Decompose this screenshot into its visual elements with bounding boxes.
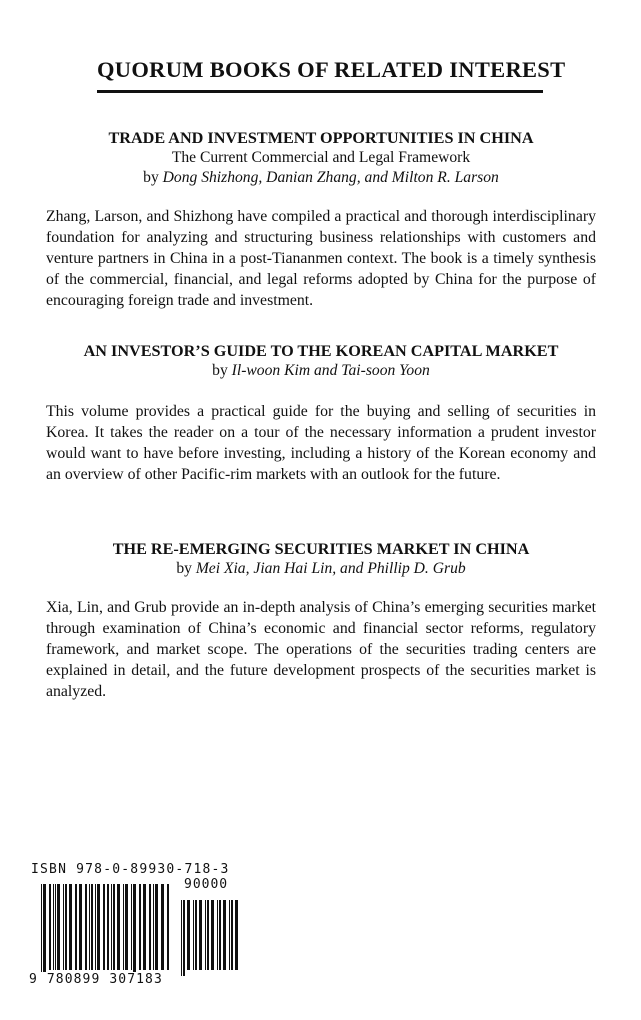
- book-entry: [46, 341, 596, 485]
- barcode-bar: [231, 900, 233, 970]
- book-authors: [46, 559, 596, 579]
- barcode-bar: [181, 900, 182, 976]
- barcode-bar: [75, 884, 77, 970]
- barcode-bar: [139, 884, 141, 970]
- barcode-bar: [207, 900, 209, 970]
- book-description: Xia, Lin, and Grub provide an in-depth analysis of China’s emerging securities market through examination of China’s economic and financial sector reforms, regulatory framework, and market scope. The operations of the securities trading centers are explained in detail, and the future development prospects of the securities market is analyzed.: [46, 599, 596, 700]
- by-label: by: [212, 362, 228, 379]
- book-title: AN INVESTOR’S GUIDE TO THE KOREAN CAPITAL MARKET: [83, 342, 559, 360]
- ean-code: 9 780899 307183: [29, 972, 163, 987]
- book-title: TRADE AND INVESTMENT OPPORTUNITIES IN CHINA: [108, 129, 534, 147]
- barcode-bar: [95, 884, 96, 970]
- barcode-bar: [91, 884, 93, 970]
- book-authors: [46, 361, 596, 381]
- barcode-bar: [63, 884, 64, 970]
- book-entry: [46, 128, 596, 311]
- book-description: Zhang, Larson, and Shizhong have compiled a practical and thorough interdisciplinary foundation for analyzing and structuring business relationships with customers and venture partners in China in a post-Tiananmen context. The book is a timely synthesis of the commercial, financial, and legal reforms adopted by China for the purpose of encouraging foreign trade and investment.: [46, 208, 596, 309]
- barcode-bar: [69, 884, 72, 970]
- barcode-bar: [97, 884, 100, 970]
- barcode-bar: [223, 900, 226, 970]
- book-description: This volume provides a practical guide for the buying and selling of securities in Korea. It takes the reader on a tour of the necessary information a prudent investor would want to have before investing, including a history of the Korean economy and an overview of other Pacific-rim markets with an outlook for the future.: [46, 403, 596, 483]
- barcode-bar: [55, 884, 56, 970]
- author-names: Il-woon Kim and Tai-soon Yoon: [231, 362, 430, 379]
- barcode-bar: [65, 884, 67, 970]
- barcode-bar: [143, 884, 146, 970]
- barcode-bar: [235, 900, 238, 970]
- barcode-bar: [41, 884, 42, 976]
- barcode-bar: [199, 900, 202, 970]
- barcode-bars: [31, 884, 241, 984]
- page-header: [97, 56, 566, 93]
- book-subtitle: The Current Commercial and Legal Framework: [171, 149, 471, 166]
- by-label: by: [143, 169, 159, 186]
- barcode-bar: [211, 900, 214, 970]
- barcode-bar: [195, 900, 197, 970]
- isbn-text: ISBN 978-0-89930-718-3: [31, 862, 230, 877]
- book-title: THE RE-EMERGING SECURITIES MARKET IN CHINA: [112, 540, 530, 558]
- barcode-bar: [155, 884, 158, 970]
- barcode-bar: [79, 884, 82, 970]
- barcode-bar: [107, 884, 109, 970]
- barcode-bar: [89, 884, 90, 970]
- barcode-bar: [219, 900, 221, 970]
- barcode-bar: [111, 884, 112, 970]
- barcode-bar: [85, 884, 87, 970]
- page-title: QUORUM BOOKS OF RELATED INTEREST: [97, 57, 566, 82]
- barcode-bar: [49, 884, 51, 970]
- book-entry: [46, 539, 596, 702]
- barcode-bar: [57, 884, 60, 970]
- author-names: Mei Xia, Jian Hai Lin, and Phillip D. Grub: [195, 560, 466, 577]
- author-names: Dong Shizhong, Danian Zhang, and Milton R. Larson: [162, 169, 499, 186]
- by-label: by: [176, 560, 192, 577]
- barcode-bar: [113, 884, 115, 970]
- isbn-barcode: [31, 862, 261, 990]
- barcode-bar: [205, 900, 206, 970]
- barcode-bar: [133, 884, 136, 976]
- book-authors: [46, 168, 596, 188]
- barcode-bar: [53, 884, 54, 970]
- barcode-bar: [43, 884, 46, 976]
- barcode-bar: [117, 884, 120, 970]
- barcode-bar: [183, 900, 185, 976]
- barcode-bar: [193, 900, 194, 970]
- barcode-bar: [187, 900, 190, 970]
- barcode-bar: [123, 884, 124, 970]
- barcode-bar: [229, 900, 230, 970]
- barcode-bar: [161, 884, 164, 970]
- title-rule: [97, 90, 543, 93]
- barcode-bar: [153, 884, 154, 970]
- barcode-bar: [217, 900, 218, 970]
- addon-code: 90000: [184, 877, 229, 892]
- barcode-bar: [103, 884, 105, 970]
- barcode-bar: [125, 884, 128, 970]
- barcode-bar: [149, 884, 151, 970]
- barcode-bar: [167, 884, 169, 970]
- barcode-bar: [131, 884, 132, 970]
